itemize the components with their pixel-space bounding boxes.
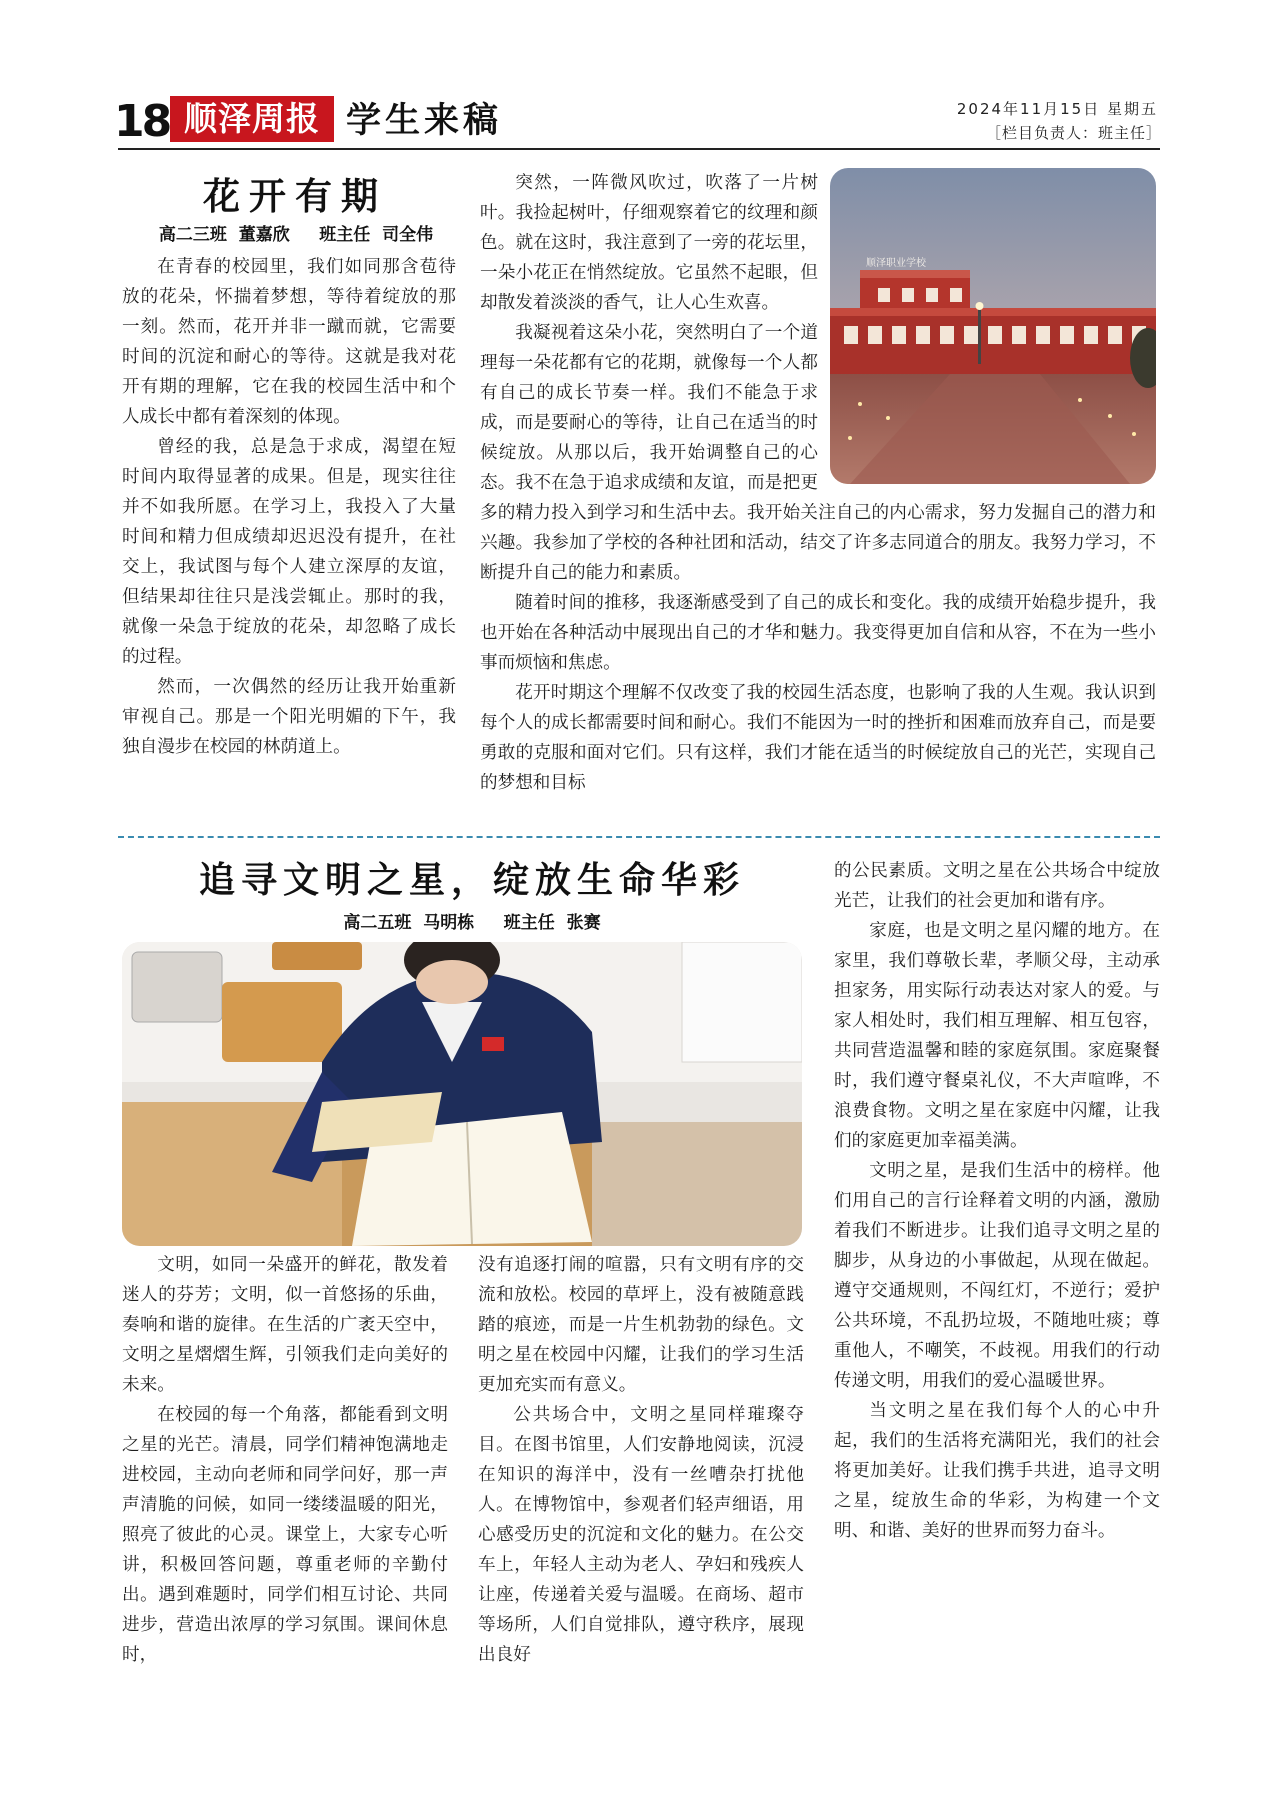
paragraph: 文明之星，是我们生活中的榜样。他们用自己的言行诠释着文明的内涵，激励着我们不断进步。让我们追寻文明之星的脚步，从身边的小事做起，从现在做起。遵守交通规则，不闯红灯，不逆行；爱护公共环境，不乱扔垃圾，不随地吐痰；尊重他人，不嘲笑，不歧视。用我们的行动传递文明，用我们的爱心温暖世界。 xyxy=(834,1161,1160,1391)
article-divider xyxy=(118,836,1160,838)
article2-column-2 xyxy=(478,1250,804,1670)
article1-column-2 xyxy=(480,168,1156,798)
column-editor: ［栏目负责人：班主任］ xyxy=(985,124,1162,142)
paragraph: 在青春的校园里，我们如同那含苞待放的花朵，怀揣着梦想，等待着绽放的那一刻。然而，花开并非一蹴而就，它需要时间的沉淀和耐心的等待。这就是我对花开有期的理解，它在我的校园生活中和个人成长中都有着深刻的体现。 xyxy=(122,257,456,427)
article1-byline: 高二三班 董嘉欣 班主任 司全伟 xyxy=(158,225,434,245)
article2-column-1 xyxy=(122,1250,448,1670)
header-rule xyxy=(118,148,1160,150)
paragraph: 然而，一次偶然的经历让我开始重新审视自己。那是一个阳光明媚的下午，我独自漫步在校园的林荫道上。 xyxy=(122,677,456,757)
paragraph: 突然，一阵微风吹过，吹落了一片树叶。我捡起树叶，仔细观察着它的纹理和颜色。就在这时，我注意到了一旁的花坛里，一朵小花正在悄然绽放。它虽然不起眼，但却散发着淡淡的香气，让人心生欢喜。 xyxy=(480,173,818,313)
paragraph: 公共场合中，文明之星同样璀璨夺目。在图书馆里，人们安静地阅读，沉浸在知识的海洋中，没有一丝嘈杂打扰他人。在博物馆中，参观者们轻声细语，用心感受历史的沉淀和文化的魅力。在公交车上，年轻人主动为老人、孕妇和残疾人让座，传递着关爱与温暖。在商场、超市等场所，人们自觉排队，遵守秩序，展现出良好 xyxy=(478,1405,804,1665)
paragraph: 当文明之星在我们每个人的心中升起，我们的生活将充满阳光，我们的社会将更加美好。让我们携手共进，追寻文明之星，绽放生命的华彩，为构建一个文明、和谐、美好的世界而努力奋斗。 xyxy=(834,1401,1160,1541)
paragraph: 没有追逐打闹的喧嚣，只有文明有序的交流和放松。校园的草坪上，没有被随意践踏的痕迹，而是一片生机勃勃的绿色。文明之星在校园中闪耀，让我们的学习生活更加充实而有意义。 xyxy=(478,1255,804,1395)
article2-column-3 xyxy=(834,856,1160,1546)
issue-date: 2024年11月15日 星期五 xyxy=(956,100,1158,118)
paragraph: 家庭，也是文明之星闪耀的地方。在家里，我们尊敬长辈，孝顺父母，主动承担家务，用实际行动表达对家人的爱。与家人相处时，我们相互理解、相互包容，共同营造温馨和睦的家庭氛围。家庭聚餐时，我们遵守餐桌礼仪，不大声喧哗，不浪费食物。文明之星在家庭中闪耀，让我们的家庭更加幸福美满。 xyxy=(834,921,1160,1151)
student-reading-photo xyxy=(122,942,802,1246)
paragraph: 文明，如同一朵盛开的鲜花，散发着迷人的芬芳；文明，似一首悠扬的乐曲，奏响和谐的旋律。在生活的广袤天空中，文明之星熠熠生辉，引领我们走向美好的未来。 xyxy=(122,1255,448,1395)
paragraph: 随着时间的推移，我逐渐感受到了自己的成长和变化。我的成绩开始稳步提升，我也开始在各种活动中展现出自己的才华和魅力。我变得更加自信和从容，不在为一些小事而烦恼和焦虑。 xyxy=(480,593,1156,673)
article2-byline: 高二五班 马明栋 班主任 张赛 xyxy=(343,913,601,933)
section-title: 学生来稿 xyxy=(346,101,503,141)
paragraph: 的公民素质。文明之星在公共场合中绽放光芒，让我们的社会更加和谐有序。 xyxy=(834,861,1160,911)
article1-title: 花开有期 xyxy=(203,175,387,218)
school-sign: 顺泽职业学校 xyxy=(866,258,926,269)
page-number: 18 xyxy=(114,96,170,147)
article1-column-1 xyxy=(122,252,456,762)
article2-title: 追寻文明之星，绽放生命华彩 xyxy=(198,860,745,901)
paragraph: 曾经的我，总是急于求成，渴望在短时间内取得显著的成果。但是，现实往往并不如我所愿。在学习上，我投入了大量时间和精力但成绩却迟迟没有提升，在社交上，我试图与每个人建立深厚的友谊，但结果却往往只是浅尝辄止。那时的我，就像一朵急于绽放的花朵，却忽略了成长的过程。 xyxy=(122,437,456,667)
newspaper-masthead: 顺泽周报 xyxy=(170,96,334,142)
article1-photo-space xyxy=(818,168,1156,492)
paragraph: 在校园的每一个角落，都能看到文明之星的光芒。清晨，同学们精神饱满地走进校园，主动向老师和同学问好，那一声声清脆的问候，如同一缕缕温暖的阳光，照亮了彼此的心灵。课堂上，大家专心听讲，积极回答问题，尊重老师的辛勤付出。遇到难题时，同学们相互讨论、共同进步，营造出浓厚的学习氛围。课间休息时， xyxy=(122,1405,448,1665)
school-building-photo xyxy=(830,168,1156,484)
paragraph: 花开时期这个理解不仅改变了我的校园生活态度，也影响了我的人生观。我认识到每个人的成长都需要时间和耐心。我们不能因为一时的挫折和困难而放弃自己，而是要勇敢的克服和面对它们。只有这样，我们才能在适当的时候绽放自己的光芒，实现自己的梦想和目标 xyxy=(480,683,1156,793)
paragraph: 我凝视着这朵小花，突然明白了一个道理每一朵花都有它的花期，就像每一个人都有自己的成长节奏一样。我们不能急于求成，而是要耐心的等待，让自己在适当的时候绽放。从那以后，我开始调整自己的心态。我不在急于追求成绩和友谊，而是把更多的精力投入到学习和生活中去。我开始关注自己的内心需求，努力发掘自己的潜力和兴趣。我参加了学校的各种社团和活动，结交了许多志同道合的朋友。我努力学习，不断提升自己的能力和素质。 xyxy=(480,323,1156,583)
